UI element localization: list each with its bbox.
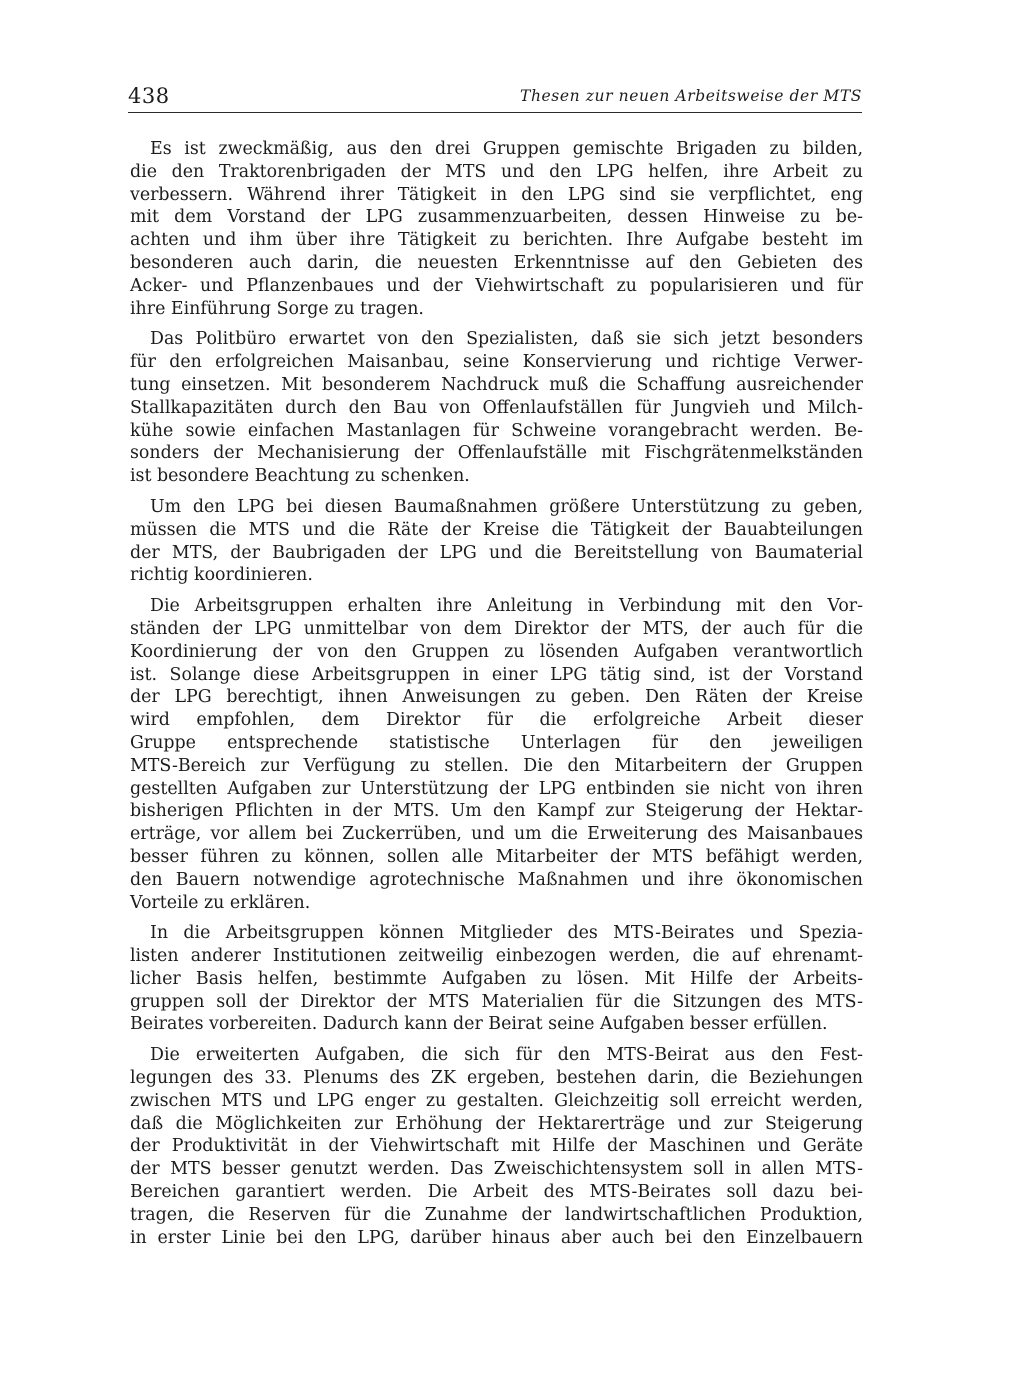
text-line: richtig koordinieren.: [130, 565, 313, 586]
text-line: der MTS, der Baubrigaden der LPG und die Bereitstellung von Baumaterial: [130, 542, 863, 563]
text-line: den Bauern notwendige agrotechnische Maßnahmen und ihre ökonomischen: [130, 869, 863, 890]
text-line: Es ist zweckmäßig, aus den drei Gruppen gemischte Brigaden zu bilden,: [150, 139, 863, 159]
text-line: licher Basis helfen, bestimmte Aufgaben zu lösen. Mit Hilfe der Arbeits-: [130, 968, 863, 989]
text-line: MTS-Bereich zur Verfügung zu stellen. Die den Mitarbeitern der Gruppen: [130, 755, 863, 776]
text-line: Bereichen garantiert werden. Die Arbeit des MTS-Beirates soll dazu bei-: [130, 1182, 863, 1203]
text-line: wird empfohlen, dem Direktor für die erfolgreiche Arbeit dieser: [130, 710, 863, 731]
text-line: für den erfolgreichen Maisanbau, seine Konservierung und richtige Verwer-: [130, 352, 863, 373]
text-line: verbessern. Während ihrer Tätigkeit in den LPG sind sie verpflichtet, eng: [130, 184, 863, 205]
text-line: tragen, die Reserven für die Zunahme der landwirtschaftlichen Produktion,: [130, 1204, 863, 1225]
text-line: Stallkapazitäten durch den Bau von Offenlaufställen für Jungvieh und Milch-: [130, 397, 863, 418]
text-line: tung einsetzen. Mit besonderem Nachdruck muß die Schaffung ausreichender: [130, 374, 863, 395]
text-line: die den Traktorenbrigaden der MTS und den LPG helfen, ihre Arbeit zu: [130, 161, 863, 182]
text-line: Vorteile zu erklären.: [130, 892, 311, 913]
text-line: ist. Solange diese Arbeitsgruppen in einer LPG tätig sind, ist der Vorstand: [130, 664, 863, 685]
paragraph: [130, 328, 863, 488]
text-line: ist besondere Beachtung zu schenken.: [130, 466, 470, 487]
text-line: müssen die MTS und die Räte der Kreise die Tätigkeit der Bauabteilungen: [130, 519, 863, 540]
text-line: listen anderer Institutionen zeitweilig einbezogen werden, die auf ehrenamt-: [130, 946, 863, 967]
text-line: In die Arbeitsgruppen können Mitglieder des MTS-Beirates und Spezia-: [150, 923, 863, 944]
text-line: besser führen zu können, sollen alle Mitarbeiter der MTS befähigt werden,: [130, 846, 863, 867]
text-line: gestellten Aufgaben zur Unterstützung der LPG entbinden sie nicht von ihren: [130, 778, 863, 799]
text-line: zwischen MTS und LPG enger zu gestalten. Gleichzeitig soll erreicht werden,: [130, 1090, 863, 1111]
text-line: der LPG berechtigt, ihnen Anweisungen zu geben. Den Räten der Kreise: [130, 687, 863, 708]
paragraph: [130, 595, 863, 914]
paragraph: [130, 496, 863, 587]
text-line: der Produktivität in der Viehwirtschaft mit Hilfe der Maschinen und Geräte: [130, 1136, 863, 1157]
text-line: Acker- und Pflanzenbaues und der Viehwirtschaft zu popularisieren und für: [130, 275, 863, 296]
running-head: Thesen zur neuen Arbeitsweise der MTS: [520, 87, 862, 105]
text-line: daß die Möglichkeiten zur Erhöhung der Hektarerträge und zur Steigerung: [130, 1113, 863, 1134]
text-line: Das Politbüro erwartet von den Spezialisten, daß sie sich jetzt besonders: [150, 329, 863, 350]
text-line: gruppen soll der Direktor der MTS Materialien für die Sitzungen des MTS-: [130, 991, 863, 1012]
paragraph: [130, 1044, 863, 1249]
text-line: besonderen auch darin, die neuesten Erkenntnisse auf den Gebieten des: [130, 252, 863, 273]
text-line: Die Arbeitsgruppen erhalten ihre Anleitung in Verbindung mit den Vor-: [150, 596, 863, 617]
text-line: in erster Linie bei den LPG, darüber hinaus aber auch bei den Einzelbauern: [130, 1227, 863, 1248]
text-line: Die erweiterten Aufgaben, die sich für den MTS-Beirat aus den Fest-: [150, 1045, 863, 1066]
paragraph: [130, 138, 863, 320]
text-line: erträge, vor allem bei Zuckerrüben, und um die Erweiterung des Maisanbaues: [130, 824, 863, 845]
text-line: bisherigen Pflichten in der MTS. Um den Kampf zur Steigerung der Hektar-: [130, 801, 863, 822]
text-line: legungen des 33. Plenums des ZK ergeben, bestehen darin, die Beziehungen: [130, 1068, 863, 1089]
text-line: der MTS besser genutzt werden. Das Zweischichtensystem soll in allen MTS-: [130, 1159, 863, 1180]
text-line: mit dem Vorstand der LPG zusammenzuarbeiten, dessen Hinweise zu be-: [130, 207, 863, 228]
page-number: 438: [128, 84, 170, 108]
text-line: kühe sowie einfachen Mastanlagen für Schweine vorangebracht werden. Be-: [130, 420, 863, 441]
page-header: [128, 86, 862, 113]
text-line: sonders der Mechanisierung der Offenlaufställe mit Fischgrätenmelkständen: [130, 443, 863, 464]
paragraph: [130, 922, 863, 1036]
text-line: Gruppe entsprechende statistische Unterlagen für den jeweiligen: [130, 732, 863, 753]
text-line: Beirates vorbereiten. Dadurch kann der Beirat seine Aufgaben besser erfüllen.: [130, 1014, 828, 1035]
text-line: achten und ihm über ihre Tätigkeit zu berichten. Ihre Aufgabe besteht im: [130, 230, 863, 251]
text-line: Um den LPG bei diesen Baumaßnahmen größere Unterstützung zu geben,: [150, 496, 863, 517]
body-text: [130, 138, 863, 1257]
text-line: ständen der LPG unmittelbar von dem Direktor der MTS, der auch für die: [130, 618, 863, 639]
text-line: ihre Einführung Sorge zu tragen.: [130, 298, 424, 319]
text-line: Koordinierung der von den Gruppen zu lösenden Aufgaben verantwortlich: [130, 641, 863, 662]
